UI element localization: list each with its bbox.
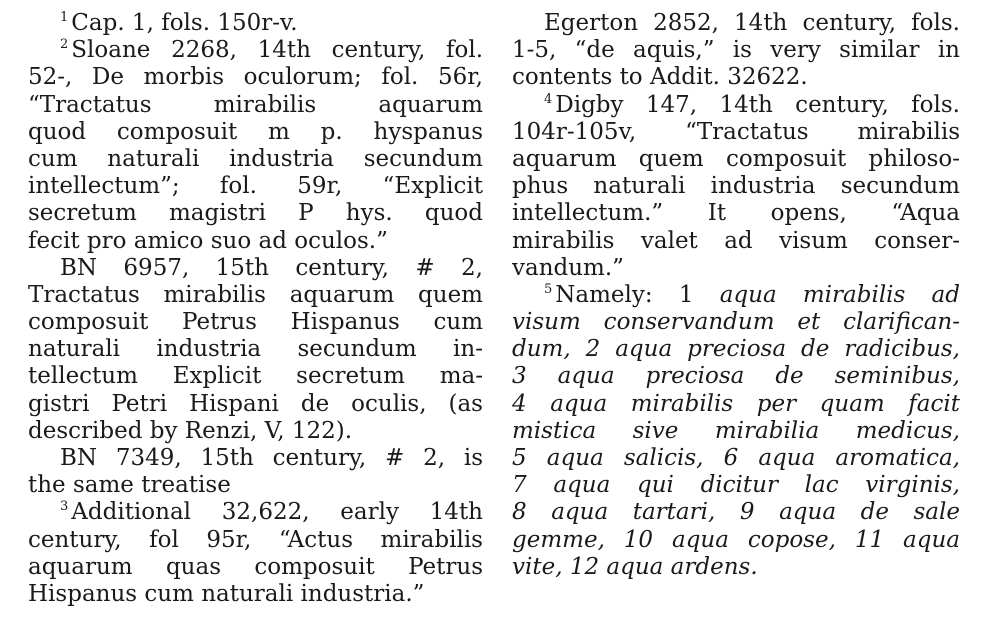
footnote-text: Namely: 1 bbox=[555, 281, 720, 308]
text-line: intellectum.” It opens, “Aqua bbox=[512, 200, 960, 227]
text-line: intellectum”; fol. 59r, “Explicit bbox=[28, 173, 483, 200]
footnote-text: Sloane 2268, 14th century, fol. bbox=[71, 37, 483, 64]
text-line: BN 6957, 15th century, # 2, bbox=[60, 254, 483, 281]
text-line: 5 aqua salicis, 6 aqua aromatica, bbox=[512, 445, 960, 471]
text-line: the same treatise bbox=[28, 472, 231, 499]
text-line: composuit Petrus Hispanus cum bbox=[28, 309, 483, 336]
text-line: 52-, De morbis oculorum; fol. 56r, bbox=[28, 64, 483, 91]
footnote-2 bbox=[28, 37, 483, 64]
text-line: BN 7349, 15th century, # 2, is bbox=[60, 445, 483, 471]
text-line: “Tractatus mirabilis aquarum bbox=[28, 91, 483, 118]
footnote-text: Cap. 1, fols. 150r-v. bbox=[71, 10, 298, 36]
text-line: naturali industria secundum in- bbox=[28, 336, 483, 363]
text-line: vite, 12 aqua ardens. bbox=[512, 553, 758, 580]
text-line: Egerton 2852, 14th century, fols. bbox=[544, 10, 960, 36]
text-line: 4 aqua mirabilis per quam facit bbox=[512, 390, 960, 417]
text-line: 1-5, “de aquis,” is very similar in bbox=[512, 37, 960, 64]
text-line: tellectum Explicit secretum ma- bbox=[28, 363, 483, 390]
footnote-text-italic: aqua mirabilis ad bbox=[719, 281, 960, 308]
text-line: vandum.” bbox=[512, 254, 624, 281]
footnote-5 bbox=[512, 282, 960, 309]
text-line: 3 aqua preciosa de seminibus, bbox=[512, 363, 960, 390]
text-line: contents to Addit. 32622. bbox=[512, 64, 808, 91]
text-line: phus naturali industria secundum bbox=[512, 173, 960, 200]
text-line: visum conservandum et clarifican- bbox=[512, 309, 960, 336]
text-line: 8 aqua tartari, 9 aqua de sale bbox=[512, 499, 960, 526]
text-line: described by Renzi, V, 122). bbox=[28, 417, 352, 444]
footnote-marker: 3 bbox=[60, 499, 69, 515]
footnote-text: Digby 147, 14th century, fols. bbox=[555, 91, 960, 118]
text-line: secretum magistri P hys. quod bbox=[28, 200, 483, 227]
footnote-4 bbox=[512, 92, 960, 119]
text-line: fecit pro amico suo ad oculos.” bbox=[28, 227, 388, 254]
footnote-1 bbox=[28, 10, 483, 37]
text-line: gistri Petri Hispani de oculis, (as bbox=[28, 390, 483, 417]
text-line: 7 aqua qui dicitur lac virginis, bbox=[512, 472, 960, 499]
footnote-marker: 1 bbox=[60, 10, 69, 25]
text-line: aquarum quem composuit philoso- bbox=[512, 145, 960, 172]
text-line: mistica sive mirabilia medicus, bbox=[512, 417, 960, 444]
text-line: mirabilis valet ad visum conser- bbox=[512, 227, 960, 254]
text-line: Tractatus mirabilis aquarum quem bbox=[28, 281, 483, 308]
footnotes-right-column bbox=[512, 10, 960, 581]
text-line: dum, 2 aqua preciosa de radicibus, bbox=[512, 336, 960, 363]
footnote-text: Additional 32,622, early 14th bbox=[71, 499, 483, 526]
footnote-marker: 2 bbox=[60, 37, 69, 53]
text-line: 104r-105v, “Tractatus mirabilis bbox=[512, 118, 960, 145]
footnote-marker: 4 bbox=[544, 91, 553, 107]
text-line: aquarum quas composuit Petrus bbox=[28, 553, 483, 580]
text-line: quod composuit m p. hyspanus bbox=[28, 118, 483, 145]
text-line: gemme, 10 aqua copose, 11 aqua bbox=[512, 526, 960, 553]
footnote-marker: 5 bbox=[544, 281, 553, 297]
footnotes-left-column bbox=[28, 10, 483, 608]
text-line: Hispanus cum naturali industria.” bbox=[28, 580, 425, 607]
text-line: century, fol 95r, “Actus mirabilis bbox=[28, 526, 483, 553]
footnote-3 bbox=[28, 499, 483, 526]
text-line: cum naturali industria secundum bbox=[28, 145, 483, 172]
